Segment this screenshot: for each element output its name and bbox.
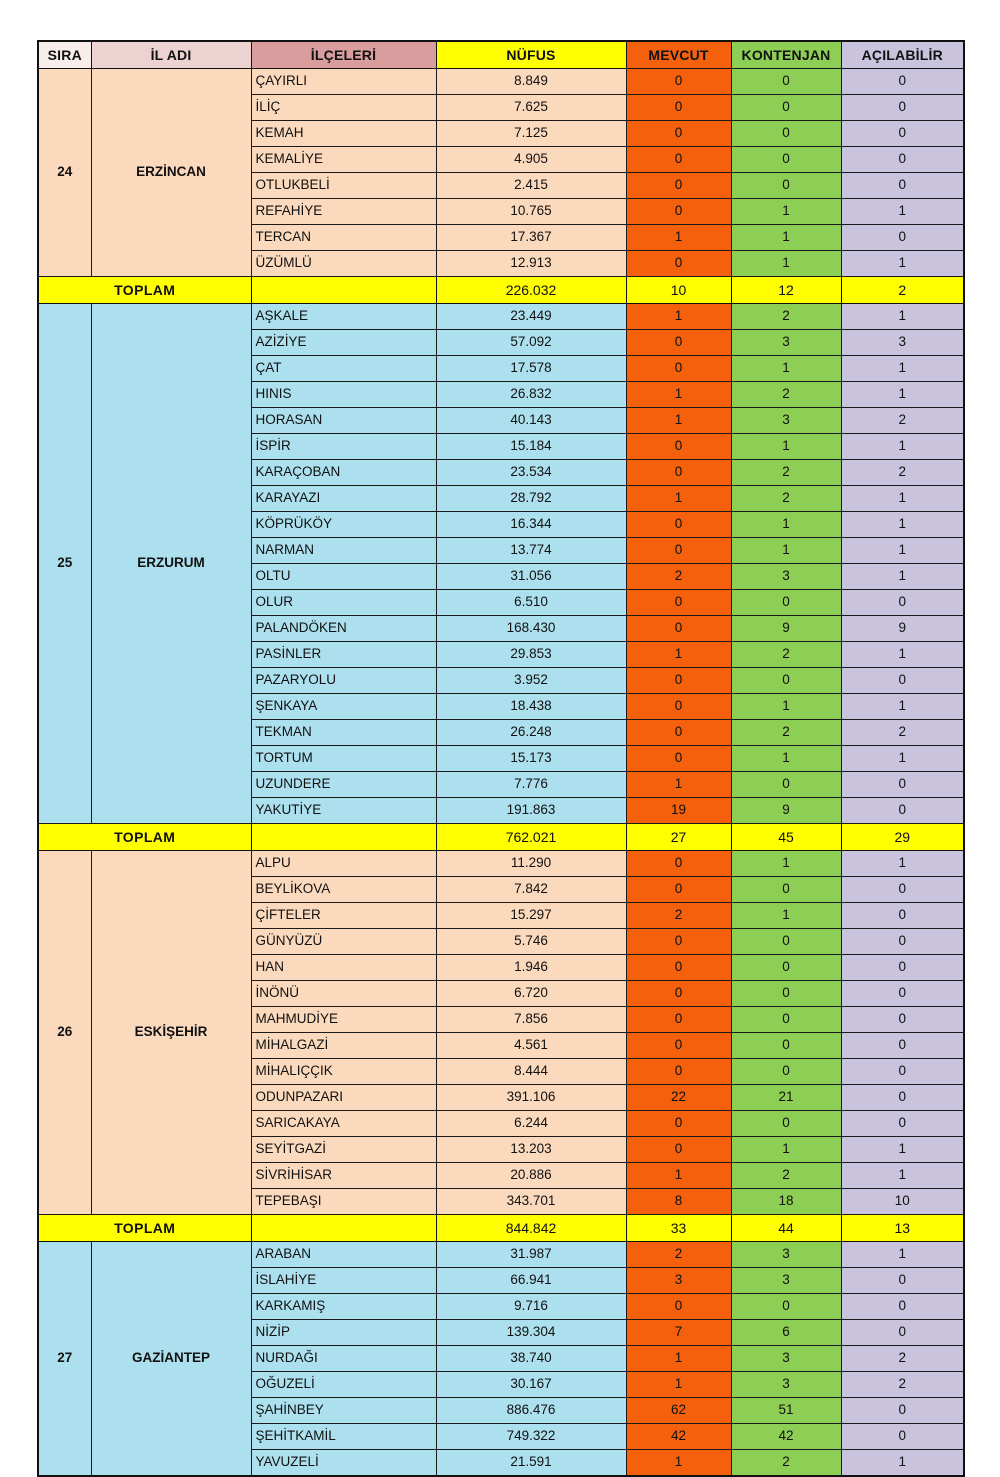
mevcut-value: 1	[626, 1346, 731, 1372]
acilabilir-value: 2	[841, 1372, 964, 1398]
population-value: 7.625	[436, 95, 626, 121]
acilabilir-value: 1	[841, 356, 964, 382]
acilabilir-value: 0	[841, 877, 964, 903]
kontenjan-value: 0	[731, 981, 841, 1007]
district-name: KEMALİYE	[251, 147, 436, 173]
table-row	[38, 304, 964, 330]
mevcut-value: 1	[626, 382, 731, 408]
population-value: 6.244	[436, 1111, 626, 1137]
table-row	[38, 1242, 964, 1268]
mevcut-value: 0	[626, 147, 731, 173]
acilabilir-value: 1	[841, 486, 964, 512]
mevcut-value: 1	[626, 408, 731, 434]
district-name: İSPİR	[251, 434, 436, 460]
district-name: AŞKALE	[251, 304, 436, 330]
district-name: HAN	[251, 955, 436, 981]
population-value: 7.125	[436, 121, 626, 147]
province-order-number: 24	[38, 69, 91, 277]
kontenjan-value: 9	[731, 616, 841, 642]
acilabilir-value: 1	[841, 1450, 964, 1477]
population-value: 26.832	[436, 382, 626, 408]
acilabilir-value: 0	[841, 1268, 964, 1294]
kontenjan-value: 0	[731, 173, 841, 199]
mevcut-value: 0	[626, 173, 731, 199]
acilabilir-value: 0	[841, 1085, 964, 1111]
column-header-acilabilir: AÇILABİLİR	[841, 41, 964, 69]
kontenjan-value: 9	[731, 798, 841, 824]
mevcut-value: 1	[626, 304, 731, 330]
mevcut-value: 0	[626, 95, 731, 121]
population-value: 343.701	[436, 1189, 626, 1215]
population-value: 2.415	[436, 173, 626, 199]
column-header-il: İL ADI	[91, 41, 251, 69]
province-order-number: 25	[38, 304, 91, 824]
district-name: OTLUKBELİ	[251, 173, 436, 199]
district-name: ALPU	[251, 851, 436, 877]
population-value: 139.304	[436, 1320, 626, 1346]
acilabilir-value: 1	[841, 199, 964, 225]
district-name: PAZARYOLU	[251, 668, 436, 694]
population-value: 13.203	[436, 1137, 626, 1163]
province-name: ERZURUM	[91, 304, 251, 824]
acilabilir-value: 3	[841, 330, 964, 356]
mevcut-value: 1	[626, 642, 731, 668]
kontenjan-value: 0	[731, 929, 841, 955]
mevcut-value: 0	[626, 1007, 731, 1033]
total-mevcut: 10	[626, 277, 731, 304]
acilabilir-value: 0	[841, 929, 964, 955]
population-value: 391.106	[436, 1085, 626, 1111]
population-value: 6.510	[436, 590, 626, 616]
mevcut-value: 2	[626, 1242, 731, 1268]
acilabilir-value: 1	[841, 251, 964, 277]
kontenjan-value: 3	[731, 408, 841, 434]
kontenjan-value: 3	[731, 1372, 841, 1398]
province-name: ERZİNCAN	[91, 69, 251, 277]
kontenjan-value: 1	[731, 251, 841, 277]
population-value: 7.842	[436, 877, 626, 903]
kontenjan-value: 1	[731, 694, 841, 720]
table-row	[38, 851, 964, 877]
kontenjan-value: 1	[731, 225, 841, 251]
mevcut-value: 8	[626, 1189, 731, 1215]
district-name: MİHALGAZİ	[251, 1033, 436, 1059]
acilabilir-value: 9	[841, 616, 964, 642]
population-value: 29.853	[436, 642, 626, 668]
total-population: 226.032	[436, 277, 626, 304]
district-name: REFAHİYE	[251, 199, 436, 225]
mevcut-value: 0	[626, 1137, 731, 1163]
district-name: ODUNPAZARI	[251, 1085, 436, 1111]
population-value: 749.322	[436, 1424, 626, 1450]
mevcut-value: 0	[626, 1111, 731, 1137]
district-name: PALANDÖKEN	[251, 616, 436, 642]
mevcut-value: 0	[626, 356, 731, 382]
district-name: ŞEHİTKAMİL	[251, 1424, 436, 1450]
population-value: 191.863	[436, 798, 626, 824]
kontenjan-value: 1	[731, 538, 841, 564]
population-value: 18.438	[436, 694, 626, 720]
kontenjan-value: 0	[731, 1059, 841, 1085]
district-name: SEYİTGAZİ	[251, 1137, 436, 1163]
district-name: ŞAHİNBEY	[251, 1398, 436, 1424]
kontenjan-value: 3	[731, 564, 841, 590]
mevcut-value: 0	[626, 616, 731, 642]
district-name: KARKAMIŞ	[251, 1294, 436, 1320]
kontenjan-value: 1	[731, 434, 841, 460]
acilabilir-value: 2	[841, 1346, 964, 1372]
district-name: TEKMAN	[251, 720, 436, 746]
acilabilir-value: 1	[841, 642, 964, 668]
kontenjan-value: 6	[731, 1320, 841, 1346]
population-value: 38.740	[436, 1346, 626, 1372]
kontenjan-value: 3	[731, 1268, 841, 1294]
district-name: AZİZİYE	[251, 330, 436, 356]
district-name: TERCAN	[251, 225, 436, 251]
district-name: KÖPRÜKÖY	[251, 512, 436, 538]
population-value: 57.092	[436, 330, 626, 356]
district-name: İNÖNÜ	[251, 981, 436, 1007]
kontenjan-value: 0	[731, 121, 841, 147]
kontenjan-value: 0	[731, 69, 841, 95]
kontenjan-value: 0	[731, 95, 841, 121]
population-value: 4.561	[436, 1033, 626, 1059]
total-label: TOPLAM	[38, 1215, 251, 1242]
population-value: 3.952	[436, 668, 626, 694]
population-value: 9.716	[436, 1294, 626, 1320]
province-order-number: 26	[38, 851, 91, 1215]
acilabilir-value: 0	[841, 1033, 964, 1059]
mevcut-value: 1	[626, 772, 731, 798]
acilabilir-value: 0	[841, 903, 964, 929]
kontenjan-value: 0	[731, 590, 841, 616]
mevcut-value: 1	[626, 225, 731, 251]
acilabilir-value: 0	[841, 69, 964, 95]
acilabilir-value: 0	[841, 955, 964, 981]
column-header-nufus: NÜFUS	[436, 41, 626, 69]
kontenjan-value: 0	[731, 955, 841, 981]
population-value: 15.184	[436, 434, 626, 460]
acilabilir-value: 0	[841, 95, 964, 121]
kontenjan-value: 2	[731, 720, 841, 746]
population-value: 17.578	[436, 356, 626, 382]
mevcut-value: 0	[626, 877, 731, 903]
district-name: ÜZÜMLÜ	[251, 251, 436, 277]
acilabilir-value: 0	[841, 1059, 964, 1085]
acilabilir-value: 0	[841, 1111, 964, 1137]
total-acilabilir: 29	[841, 824, 964, 851]
acilabilir-value: 1	[841, 1242, 964, 1268]
population-value: 40.143	[436, 408, 626, 434]
kontenjan-value: 1	[731, 512, 841, 538]
kontenjan-value: 1	[731, 851, 841, 877]
total-kontenjan: 44	[731, 1215, 841, 1242]
population-value: 30.167	[436, 1372, 626, 1398]
mevcut-value: 0	[626, 512, 731, 538]
acilabilir-value: 1	[841, 512, 964, 538]
district-name: ÇİFTELER	[251, 903, 436, 929]
mevcut-value: 42	[626, 1424, 731, 1450]
population-value: 16.344	[436, 512, 626, 538]
district-name: BEYLİKOVA	[251, 877, 436, 903]
mevcut-value: 0	[626, 955, 731, 981]
population-value: 28.792	[436, 486, 626, 512]
mevcut-value: 0	[626, 1033, 731, 1059]
mevcut-value: 0	[626, 668, 731, 694]
kontenjan-value: 3	[731, 1242, 841, 1268]
mevcut-value: 0	[626, 121, 731, 147]
mevcut-value: 0	[626, 434, 731, 460]
acilabilir-value: 0	[841, 668, 964, 694]
total-population: 844.842	[436, 1215, 626, 1242]
acilabilir-value: 0	[841, 1320, 964, 1346]
acilabilir-value: 1	[841, 382, 964, 408]
mevcut-value: 0	[626, 851, 731, 877]
acilabilir-value: 1	[841, 1137, 964, 1163]
district-name: GÜNYÜZÜ	[251, 929, 436, 955]
acilabilir-value: 2	[841, 720, 964, 746]
kontenjan-value: 51	[731, 1398, 841, 1424]
mevcut-value: 0	[626, 460, 731, 486]
district-name: NARMAN	[251, 538, 436, 564]
province-order-number: 27	[38, 1242, 91, 1477]
population-value: 23.449	[436, 304, 626, 330]
acilabilir-value: 0	[841, 798, 964, 824]
mevcut-value: 0	[626, 1294, 731, 1320]
kontenjan-value: 18	[731, 1189, 841, 1215]
district-name: NURDAĞI	[251, 1346, 436, 1372]
mevcut-value: 2	[626, 564, 731, 590]
population-value: 31.987	[436, 1242, 626, 1268]
population-value: 13.774	[436, 538, 626, 564]
district-name: HORASAN	[251, 408, 436, 434]
kontenjan-value: 2	[731, 382, 841, 408]
acilabilir-value: 0	[841, 772, 964, 798]
district-name: MİHALIÇÇIK	[251, 1059, 436, 1085]
kontenjan-value: 0	[731, 772, 841, 798]
mevcut-value: 62	[626, 1398, 731, 1424]
total-district-blank	[251, 277, 436, 304]
district-name: UZUNDERE	[251, 772, 436, 798]
acilabilir-value: 1	[841, 851, 964, 877]
district-name: ŞENKAYA	[251, 694, 436, 720]
acilabilir-value: 2	[841, 408, 964, 434]
kontenjan-value: 3	[731, 1346, 841, 1372]
district-name: PASİNLER	[251, 642, 436, 668]
column-header-mevcut: MEVCUT	[626, 41, 731, 69]
district-name: HINIS	[251, 382, 436, 408]
acilabilir-value: 0	[841, 1294, 964, 1320]
district-name: OLUR	[251, 590, 436, 616]
acilabilir-value: 0	[841, 173, 964, 199]
column-header-sira: SIRA	[38, 41, 91, 69]
acilabilir-value: 1	[841, 694, 964, 720]
population-value: 8.444	[436, 1059, 626, 1085]
total-label: TOPLAM	[38, 277, 251, 304]
population-value: 15.173	[436, 746, 626, 772]
mevcut-value: 0	[626, 694, 731, 720]
population-value: 5.746	[436, 929, 626, 955]
population-value: 12.913	[436, 251, 626, 277]
mevcut-value: 0	[626, 720, 731, 746]
population-value: 168.430	[436, 616, 626, 642]
population-value: 17.367	[436, 225, 626, 251]
mevcut-value: 0	[626, 330, 731, 356]
total-district-blank	[251, 824, 436, 851]
kontenjan-value: 2	[731, 1163, 841, 1189]
mevcut-value: 1	[626, 1372, 731, 1398]
total-row	[38, 277, 964, 304]
population-value: 21.591	[436, 1450, 626, 1477]
province-name: ESKİŞEHİR	[91, 851, 251, 1215]
population-value: 7.856	[436, 1007, 626, 1033]
district-name: ÇAYIRLI	[251, 69, 436, 95]
acilabilir-value: 1	[841, 746, 964, 772]
mevcut-value: 0	[626, 1059, 731, 1085]
kontenjan-value: 0	[731, 1294, 841, 1320]
mevcut-value: 0	[626, 199, 731, 225]
mevcut-value: 0	[626, 251, 731, 277]
mevcut-value: 0	[626, 590, 731, 616]
kontenjan-value: 0	[731, 877, 841, 903]
total-row	[38, 824, 964, 851]
kontenjan-value: 2	[731, 642, 841, 668]
province-name: GAZİANTEP	[91, 1242, 251, 1477]
acilabilir-value: 1	[841, 538, 964, 564]
mevcut-value: 0	[626, 538, 731, 564]
mevcut-value: 3	[626, 1268, 731, 1294]
population-value: 20.886	[436, 1163, 626, 1189]
district-name: KARAÇOBAN	[251, 460, 436, 486]
district-name: İLİÇ	[251, 95, 436, 121]
kontenjan-value: 3	[731, 330, 841, 356]
kontenjan-value: 1	[731, 746, 841, 772]
mevcut-value: 22	[626, 1085, 731, 1111]
population-value: 6.720	[436, 981, 626, 1007]
kontenjan-value: 1	[731, 903, 841, 929]
district-name: NİZİP	[251, 1320, 436, 1346]
population-value: 7.776	[436, 772, 626, 798]
acilabilir-value: 1	[841, 1163, 964, 1189]
total-kontenjan: 12	[731, 277, 841, 304]
population-value: 8.849	[436, 69, 626, 95]
table-body	[38, 41, 964, 1476]
district-name: ARABAN	[251, 1242, 436, 1268]
district-name: KARAYAZI	[251, 486, 436, 512]
population-value: 23.534	[436, 460, 626, 486]
mevcut-value: 2	[626, 903, 731, 929]
district-name: TORTUM	[251, 746, 436, 772]
kontenjan-value: 42	[731, 1424, 841, 1450]
district-name: ÇAT	[251, 356, 436, 382]
kontenjan-value: 2	[731, 460, 841, 486]
mevcut-value: 0	[626, 69, 731, 95]
kontenjan-value: 1	[731, 1137, 841, 1163]
population-value: 66.941	[436, 1268, 626, 1294]
district-name: TEPEBAŞI	[251, 1189, 436, 1215]
mevcut-value: 0	[626, 929, 731, 955]
mevcut-value: 0	[626, 746, 731, 772]
acilabilir-value: 0	[841, 147, 964, 173]
acilabilir-value: 10	[841, 1189, 964, 1215]
kontenjan-value: 0	[731, 1007, 841, 1033]
total-row	[38, 1215, 964, 1242]
mevcut-value: 1	[626, 1163, 731, 1189]
acilabilir-value: 0	[841, 981, 964, 1007]
kontenjan-value: 1	[731, 199, 841, 225]
district-name: YAVUZELİ	[251, 1450, 436, 1477]
total-kontenjan: 45	[731, 824, 841, 851]
table-header-row	[38, 41, 964, 69]
mevcut-value: 19	[626, 798, 731, 824]
acilabilir-value: 0	[841, 121, 964, 147]
district-name: OLTU	[251, 564, 436, 590]
district-name: SARICAKAYA	[251, 1111, 436, 1137]
acilabilir-value: 2	[841, 460, 964, 486]
total-population: 762.021	[436, 824, 626, 851]
population-value: 4.905	[436, 147, 626, 173]
acilabilir-value: 0	[841, 590, 964, 616]
kontenjan-value: 0	[731, 1033, 841, 1059]
population-value: 15.297	[436, 903, 626, 929]
acilabilir-value: 0	[841, 1007, 964, 1033]
district-name: İSLAHİYE	[251, 1268, 436, 1294]
population-value: 26.248	[436, 720, 626, 746]
total-mevcut: 27	[626, 824, 731, 851]
kontenjan-value: 0	[731, 1111, 841, 1137]
kontenjan-value: 2	[731, 486, 841, 512]
acilabilir-value: 0	[841, 225, 964, 251]
population-value: 1.946	[436, 955, 626, 981]
table-row	[38, 69, 964, 95]
column-header-ilce: İLÇELERİ	[251, 41, 436, 69]
kontenjan-value: 0	[731, 668, 841, 694]
acilabilir-value: 0	[841, 1424, 964, 1450]
population-quota-table	[37, 40, 965, 1477]
district-name: YAKUTİYE	[251, 798, 436, 824]
acilabilir-value: 0	[841, 1398, 964, 1424]
population-value: 886.476	[436, 1398, 626, 1424]
total-acilabilir: 2	[841, 277, 964, 304]
kontenjan-value: 1	[731, 356, 841, 382]
kontenjan-value: 2	[731, 1450, 841, 1477]
mevcut-value: 1	[626, 486, 731, 512]
acilabilir-value: 1	[841, 564, 964, 590]
column-header-kontenjan: KONTENJAN	[731, 41, 841, 69]
kontenjan-value: 0	[731, 147, 841, 173]
total-acilabilir: 13	[841, 1215, 964, 1242]
total-district-blank	[251, 1215, 436, 1242]
mevcut-value: 0	[626, 981, 731, 1007]
total-mevcut: 33	[626, 1215, 731, 1242]
district-name: SİVRİHİSAR	[251, 1163, 436, 1189]
district-name: KEMAH	[251, 121, 436, 147]
acilabilir-value: 1	[841, 434, 964, 460]
kontenjan-value: 21	[731, 1085, 841, 1111]
population-value: 10.765	[436, 199, 626, 225]
mevcut-value: 7	[626, 1320, 731, 1346]
kontenjan-value: 2	[731, 304, 841, 330]
district-name: MAHMUDİYE	[251, 1007, 436, 1033]
total-label: TOPLAM	[38, 824, 251, 851]
mevcut-value: 1	[626, 1450, 731, 1477]
acilabilir-value: 1	[841, 304, 964, 330]
district-name: OĞUZELİ	[251, 1372, 436, 1398]
population-value: 11.290	[436, 851, 626, 877]
population-value: 31.056	[436, 564, 626, 590]
